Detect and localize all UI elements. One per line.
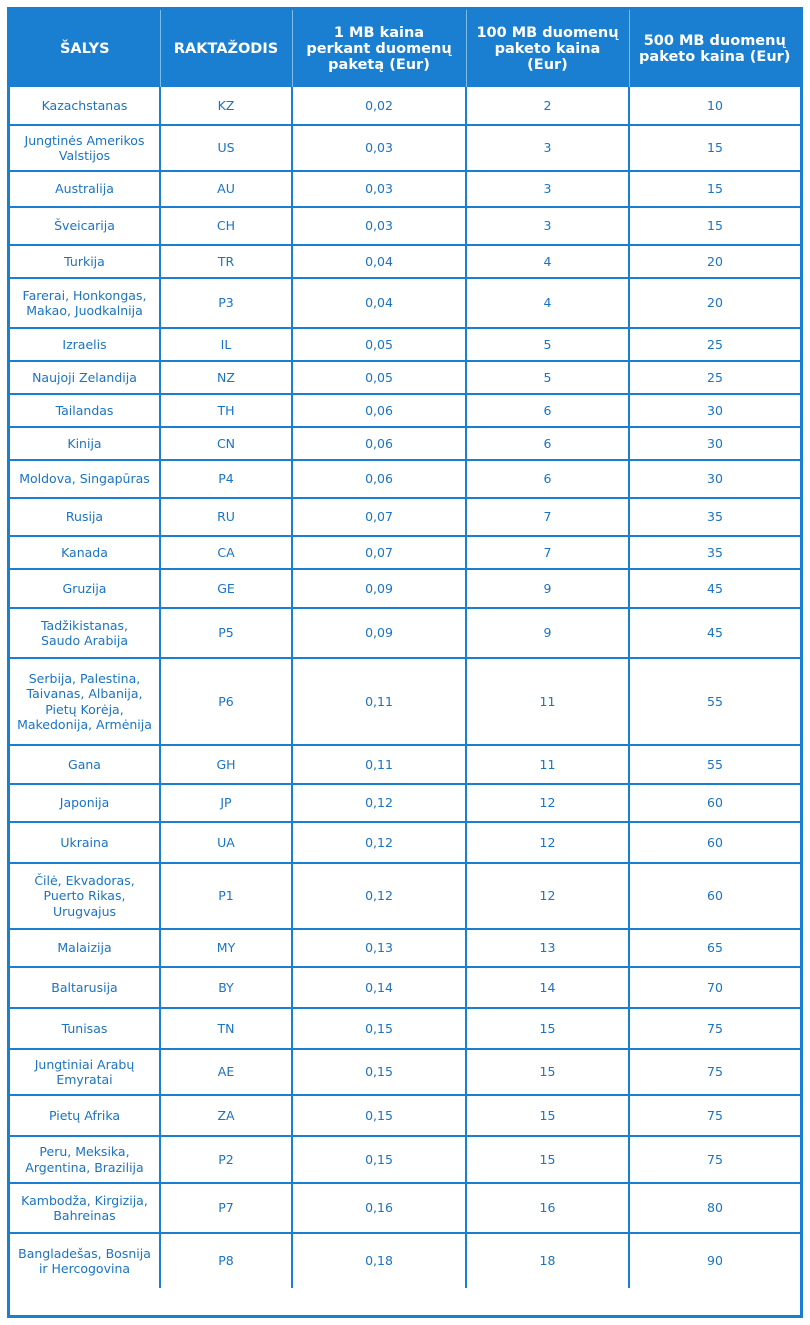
- table-row: [10, 361, 800, 394]
- cell-price-500mb: 75: [629, 1095, 800, 1136]
- cell-country: Pietų Afrika: [10, 1095, 160, 1136]
- cell-keyword: RU: [160, 498, 292, 536]
- cell-price-100mb: 4: [466, 278, 629, 328]
- cell-country: Gruzija: [10, 569, 160, 608]
- table-row: [10, 245, 800, 278]
- cell-country: Kinija: [10, 427, 160, 460]
- cell-keyword: P6: [160, 658, 292, 745]
- cell-country: Jungtiniai Arabų Emyratai: [10, 1049, 160, 1095]
- cell-country: Kazachstanas: [10, 87, 160, 125]
- header-countries: ŠALYS: [10, 10, 160, 87]
- cell-keyword: IL: [160, 328, 292, 361]
- table-row: [10, 536, 800, 569]
- cell-keyword: P3: [160, 278, 292, 328]
- table-row: [10, 328, 800, 361]
- cell-keyword: AE: [160, 1049, 292, 1095]
- cell-price-100mb: 15: [466, 1008, 629, 1049]
- cell-price-1mb: 0,12: [292, 822, 466, 863]
- cell-price-100mb: 12: [466, 822, 629, 863]
- cell-price-500mb: 35: [629, 498, 800, 536]
- cell-keyword: AU: [160, 171, 292, 207]
- cell-country: Izraelis: [10, 328, 160, 361]
- cell-keyword: P5: [160, 608, 292, 658]
- cell-price-100mb: 5: [466, 328, 629, 361]
- cell-country: Kambodža, Kirgizija, Bahreinas: [10, 1183, 160, 1233]
- cell-country: Gana: [10, 745, 160, 784]
- cell-price-100mb: 6: [466, 460, 629, 498]
- cell-price-500mb: 60: [629, 863, 800, 929]
- table-row: [10, 498, 800, 536]
- cell-country: Naujoji Zelandija: [10, 361, 160, 394]
- cell-price-1mb: 0,12: [292, 863, 466, 929]
- cell-price-1mb: 0,11: [292, 658, 466, 745]
- cell-price-500mb: 15: [629, 171, 800, 207]
- cell-country: Serbija, Palestina, Taivanas, Albanija, Pietų Korėja, Makedonija, Armėnija: [10, 658, 160, 745]
- cell-price-1mb: 0,15: [292, 1049, 466, 1095]
- cell-price-100mb: 11: [466, 745, 629, 784]
- cell-keyword: JP: [160, 784, 292, 822]
- cell-price-500mb: 15: [629, 125, 800, 171]
- cell-price-1mb: 0,04: [292, 245, 466, 278]
- price-table-frame: [7, 7, 803, 1318]
- cell-price-500mb: 75: [629, 1049, 800, 1095]
- cell-price-100mb: 2: [466, 87, 629, 125]
- cell-country: Australija: [10, 171, 160, 207]
- cell-price-1mb: 0,06: [292, 427, 466, 460]
- cell-keyword: CH: [160, 207, 292, 245]
- table-row: [10, 1095, 800, 1136]
- cell-keyword: MY: [160, 929, 292, 967]
- cell-price-100mb: 5: [466, 361, 629, 394]
- table-row: [10, 125, 800, 171]
- cell-price-100mb: 3: [466, 207, 629, 245]
- table-row: [10, 87, 800, 125]
- cell-country: Čilė, Ekvadoras, Puerto Rikas, Urugvajus: [10, 863, 160, 929]
- table-row: [10, 1008, 800, 1049]
- cell-price-500mb: 55: [629, 658, 800, 745]
- table-row: [10, 427, 800, 460]
- cell-country: Malaizija: [10, 929, 160, 967]
- cell-country: Šveicarija: [10, 207, 160, 245]
- cell-price-1mb: 0,12: [292, 784, 466, 822]
- cell-country: Turkija: [10, 245, 160, 278]
- cell-price-1mb: 0,07: [292, 536, 466, 569]
- cell-price-1mb: 0,05: [292, 361, 466, 394]
- cell-price-100mb: 6: [466, 427, 629, 460]
- cell-keyword: P1: [160, 863, 292, 929]
- table-row: [10, 967, 800, 1008]
- cell-price-500mb: 25: [629, 328, 800, 361]
- cell-keyword: NZ: [160, 361, 292, 394]
- cell-price-500mb: 15: [629, 207, 800, 245]
- cell-price-100mb: 9: [466, 608, 629, 658]
- cell-price-100mb: 9: [466, 569, 629, 608]
- table-row: [10, 1136, 800, 1183]
- cell-price-500mb: 55: [629, 745, 800, 784]
- cell-keyword: KZ: [160, 87, 292, 125]
- cell-price-100mb: 7: [466, 498, 629, 536]
- cell-price-1mb: 0,09: [292, 569, 466, 608]
- cell-price-1mb: 0,15: [292, 1136, 466, 1183]
- header-price-100mb: 100 MB duomenų paketo kaina (Eur): [466, 10, 629, 87]
- table-row: [10, 278, 800, 328]
- cell-price-100mb: 3: [466, 125, 629, 171]
- table-header-row: [10, 10, 800, 87]
- cell-keyword: TH: [160, 394, 292, 427]
- cell-price-1mb: 0,03: [292, 125, 466, 171]
- cell-price-1mb: 0,05: [292, 328, 466, 361]
- cell-price-1mb: 0,13: [292, 929, 466, 967]
- cell-keyword: GH: [160, 745, 292, 784]
- table-row: [10, 745, 800, 784]
- cell-price-100mb: 14: [466, 967, 629, 1008]
- cell-price-100mb: 12: [466, 784, 629, 822]
- cell-price-500mb: 70: [629, 967, 800, 1008]
- table-row: [10, 608, 800, 658]
- cell-price-100mb: 16: [466, 1183, 629, 1233]
- cell-country: Jungtinės Amerikos Valstijos: [10, 125, 160, 171]
- cell-price-100mb: 11: [466, 658, 629, 745]
- table-row: [10, 460, 800, 498]
- header-price-1mb: 1 MB kaina perkant duomenų paketą (Eur): [292, 10, 466, 87]
- cell-keyword: P8: [160, 1233, 292, 1288]
- cell-price-1mb: 0,02: [292, 87, 466, 125]
- cell-country: Rusija: [10, 498, 160, 536]
- cell-country: Tunisas: [10, 1008, 160, 1049]
- cell-keyword: BY: [160, 967, 292, 1008]
- cell-keyword: P4: [160, 460, 292, 498]
- cell-price-100mb: 3: [466, 171, 629, 207]
- cell-price-500mb: 20: [629, 245, 800, 278]
- cell-keyword: GE: [160, 569, 292, 608]
- cell-country: Japonija: [10, 784, 160, 822]
- cell-keyword: P7: [160, 1183, 292, 1233]
- cell-price-500mb: 25: [629, 361, 800, 394]
- cell-keyword: TR: [160, 245, 292, 278]
- cell-country: Baltarusija: [10, 967, 160, 1008]
- cell-price-1mb: 0,15: [292, 1095, 466, 1136]
- cell-price-500mb: 75: [629, 1136, 800, 1183]
- cell-price-500mb: 45: [629, 608, 800, 658]
- cell-price-100mb: 12: [466, 863, 629, 929]
- cell-price-1mb: 0,04: [292, 278, 466, 328]
- cell-keyword: ZA: [160, 1095, 292, 1136]
- cell-price-100mb: 6: [466, 394, 629, 427]
- cell-price-1mb: 0,06: [292, 394, 466, 427]
- table-row: [10, 658, 800, 745]
- cell-country: Farerai, Honkongas, Makao, Juodkalnija: [10, 278, 160, 328]
- cell-price-100mb: 15: [466, 1095, 629, 1136]
- cell-price-1mb: 0,14: [292, 967, 466, 1008]
- table-body: [10, 87, 800, 1288]
- cell-country: Moldova, Singapūras: [10, 460, 160, 498]
- table-row: [10, 394, 800, 427]
- cell-price-500mb: 80: [629, 1183, 800, 1233]
- cell-price-100mb: 4: [466, 245, 629, 278]
- cell-price-500mb: 20: [629, 278, 800, 328]
- table-row: [10, 569, 800, 608]
- cell-country: Peru, Meksika, Argentina, Brazilija: [10, 1136, 160, 1183]
- cell-price-500mb: 75: [629, 1008, 800, 1049]
- cell-country: Ukraina: [10, 822, 160, 863]
- cell-keyword: CA: [160, 536, 292, 569]
- cell-price-1mb: 0,16: [292, 1183, 466, 1233]
- cell-price-500mb: 90: [707, 1253, 723, 1269]
- table-row: [10, 1233, 800, 1288]
- cell-price-500mb: 30: [629, 460, 800, 498]
- cell-price-100mb: 15: [466, 1136, 629, 1183]
- header-keyword: RAKTAŽODIS: [160, 10, 292, 87]
- cell-country: Tadžikistanas, Saudo Arabija: [10, 608, 160, 658]
- cell-price-500mb: 30: [629, 394, 800, 427]
- table-row: [10, 784, 800, 822]
- cell-price-500mb: 35: [629, 536, 800, 569]
- cell-price-100mb: 7: [466, 536, 629, 569]
- cell-price-1mb: 0,18: [292, 1233, 466, 1288]
- cell-price-500mb: 30: [629, 427, 800, 460]
- table-row: [10, 1049, 800, 1095]
- price-table: [10, 10, 800, 1288]
- cell-country: Kanada: [10, 536, 160, 569]
- cell-price-1mb: 0,03: [292, 207, 466, 245]
- cell-country: Tailandas: [10, 394, 160, 427]
- cell-price-1mb: 0,09: [292, 608, 466, 658]
- cell-price-1mb: 0,07: [292, 498, 466, 536]
- cell-price-1mb: 0,03: [292, 171, 466, 207]
- cell-price-100mb: 15: [466, 1049, 629, 1095]
- cell-keyword: UA: [160, 822, 292, 863]
- table-row: [10, 207, 800, 245]
- cell-country: Bangladešas, Bosnija ir Hercogovina: [10, 1233, 160, 1288]
- cell-price-500mb: 60: [629, 784, 800, 822]
- table-row: [10, 929, 800, 967]
- cell-keyword: P2: [160, 1136, 292, 1183]
- cell-price-100mb: 18: [466, 1233, 629, 1288]
- table-row: [10, 1183, 800, 1233]
- cell-price-1mb: 0,11: [292, 745, 466, 784]
- header-price-500mb: 500 MB duomenų paketo kaina (Eur): [629, 10, 800, 87]
- cell-price-1mb: 0,06: [292, 460, 466, 498]
- cell-keyword: CN: [160, 427, 292, 460]
- table-row: [10, 822, 800, 863]
- cell-price-100mb: 13: [466, 929, 629, 967]
- cell-price-500mb: 65: [629, 929, 800, 967]
- cell-price-500mb: 45: [629, 569, 800, 608]
- cell-keyword: US: [160, 125, 292, 171]
- cell-price-500mb: 10: [629, 87, 800, 125]
- cell-keyword: TN: [160, 1008, 292, 1049]
- table-row: [10, 171, 800, 207]
- cell-price-500mb: 60: [629, 822, 800, 863]
- table-row: [10, 863, 800, 929]
- cell-price-1mb: 0,15: [292, 1008, 466, 1049]
